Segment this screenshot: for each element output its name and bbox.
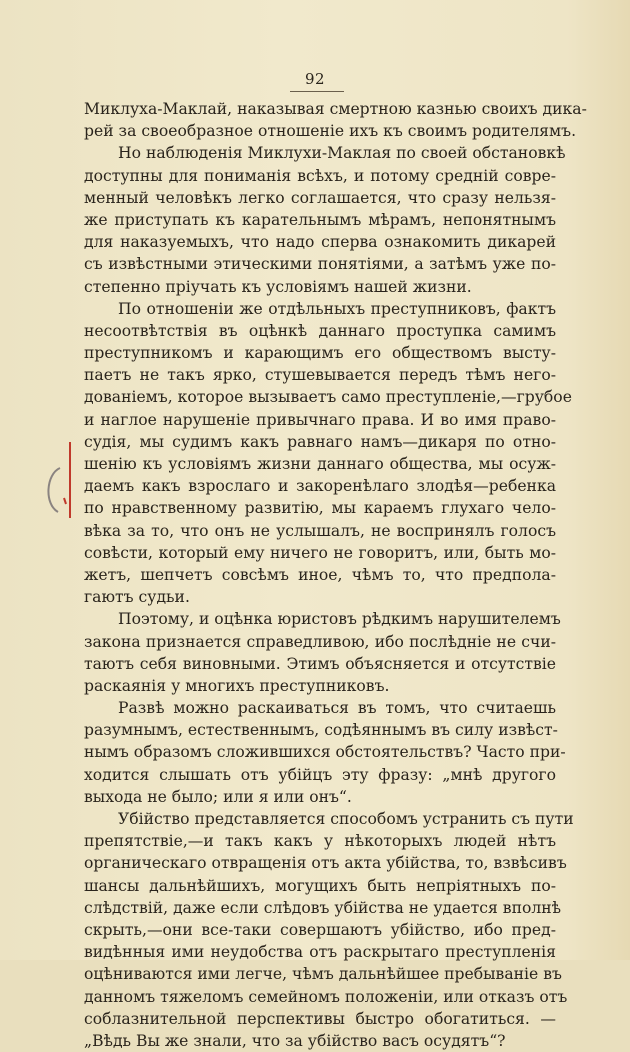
text-line: ходится слышать отъ убійцъ эту фразу: „мнѣ другого (84, 765, 556, 784)
body-text (84, 98, 587, 1052)
text-line: видѣнныя ими неудобства отъ раскрытаго преступленія (84, 943, 556, 962)
page-number: 92 (304, 70, 326, 88)
text-line: шансы дальнѣйшихъ, могущихъ быть непріятныхъ по- (84, 876, 556, 895)
text-line: скрыть,—они все-таки совершаютъ убійство, ибо пред- (84, 920, 556, 939)
text-line: паетъ не такъ ярко, стушевывается передъ тѣмъ него- (84, 366, 556, 385)
text-line: дованіемъ, которое вызываетъ само преступленіе,—грубое (84, 388, 572, 407)
text-line: Миклуха-Маклай, наказывая смертною казнью своихъ дика- (84, 100, 587, 118)
text-line: Убійство представляется способомъ устранить съ пути (118, 810, 574, 828)
page-number-rule (290, 91, 344, 92)
text-line: слѣдствій, даже если слѣдовъ убійства не удается вполнѣ (84, 898, 562, 917)
text-line: съ извѣстными этическими понятіями, а затѣмъ уже по- (84, 255, 556, 274)
text-line: „Вѣдь Вы же знали, что за убійство васъ осудятъ“? (84, 1031, 506, 1050)
text-line: Поэтому, и оцѣнка юристовъ рѣдкимъ нарушителемъ (118, 610, 561, 629)
text-line: же приступать къ карательнымъ мѣрамъ, непонятнымъ (84, 210, 556, 229)
text-line: жетъ, шепчетъ совсѣмъ иное, чѣмъ то, что предпола- (84, 565, 556, 584)
text-line: закона признается справедливою, ибо послѣдніе не счи- (84, 632, 556, 651)
text-line: и наглое нарушеніе привычнаго права. И во имя право- (84, 410, 556, 429)
text-line: для наказуемыхъ, что надо сперва ознакомить дикарей (84, 233, 556, 252)
text-line: раскаянія у многихъ преступниковъ. (84, 676, 390, 695)
text-line: вѣка за то, что онъ не услышалъ, не воспринялъ голосъ (84, 521, 556, 540)
text-line: разумнымъ, естественнымъ, содѣяннымъ въ силу извѣст- (84, 721, 558, 740)
text-line: совѣсти, который ему ничего не говоритъ, или, быть мо- (84, 543, 556, 562)
text-line: несоотвѣтствія въ оцѣнкѣ даннаго проступка самимъ (84, 321, 556, 340)
text-line: судія, мы судимъ какъ равнаго намъ—дикаря по отно- (84, 432, 556, 451)
text-line: таютъ себя виновными. Этимъ объясняется и отсутствіе (84, 654, 556, 673)
text-line: преступникомъ и карающимъ его обществомъ высту- (84, 344, 556, 363)
text-line: гаютъ судьи. (84, 588, 190, 607)
text-line: органическаго отвращенія отъ акта убійства, то, взвѣсивъ (84, 854, 567, 873)
text-line: шенію къ условіямъ жизни даннаго общества, мы осуж- (84, 455, 556, 473)
text-line: степенно пріучать къ условіямъ нашей жизни. (84, 277, 472, 296)
text-line: препятствіе,—и такъ какъ у нѣкоторыхъ людей нѣтъ (84, 832, 556, 851)
text-line: выхода не было; или я или онъ“. (84, 787, 352, 806)
text-line: соблазнительной перспективы быстро обогатиться. — (84, 1009, 556, 1028)
text-line: оцѣниваются ими легче, чѣмъ дальнѣйшее пребываніе въ (84, 965, 562, 984)
text-line: рей за своеобразное отношеніе ихъ къ своимъ родителямъ. (84, 122, 577, 141)
text-line: данномъ тяжеломъ семейномъ положеніи, или отказъ отъ (84, 987, 568, 1006)
text-line: доступны для пониманія всѣхъ, и потому средній совре- (84, 166, 556, 185)
text-line: По отношеніи же отдѣльныхъ преступниковъ, фактъ (118, 299, 556, 318)
text-line: Развѣ можно раскаиваться въ томъ, что считаешь (118, 699, 556, 718)
text-line: даемъ какъ взрослаго и закоренѣлаго злодѣя—ребенка (84, 477, 556, 496)
text-line: нымъ образомъ сложившихся обстоятельствъ? Часто при- (84, 743, 566, 762)
text-line: Но наблюденія Миклухи-Маклая по своей обстановкѣ (118, 144, 566, 163)
text-line: по нравственному развитію, мы караемъ глухаго чело- (84, 499, 556, 518)
red-margin-line (60, 440, 82, 530)
text-line: менный человѣкъ легко соглашается, что сразу нельзя- (84, 188, 556, 207)
